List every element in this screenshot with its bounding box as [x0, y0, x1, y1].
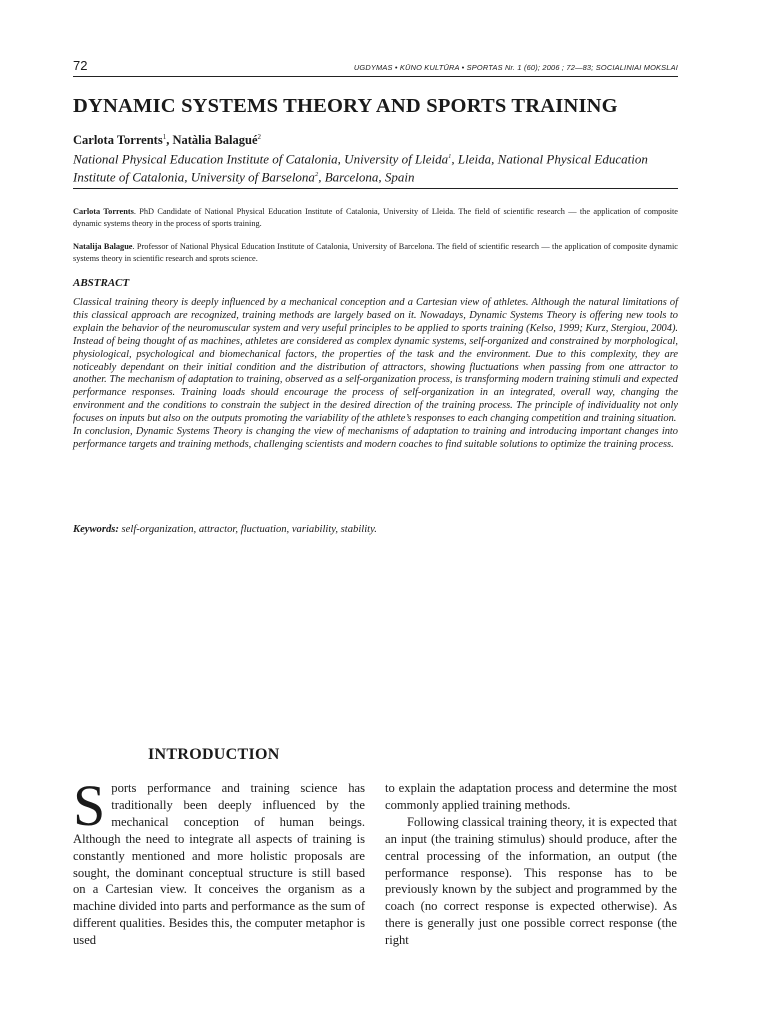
- abstract-body: [73, 297, 678, 452]
- bio-1-name: Carlota Torrents: [73, 207, 134, 216]
- page-number: 72: [73, 58, 88, 73]
- keywords-list: self-organization, attractor, fluctuation, variability, stability.: [118, 524, 377, 535]
- intro-paragraph-1-text: ports performance and training science has traditionally been deeply influenced by the mechanical conception of human beings. Although the need to integrate all aspects of training is constantly mentioned and more holistic proposals are sought, the dominant conceptual structure is still based on a Cartesian view. It conceives the organism as a machine divided into parts and performance as the sum of different qualities. Besides this, the computer metaphor is used: [73, 781, 366, 948]
- keywords-label: Keywords:: [73, 524, 119, 535]
- affiliation-part-3: , Barcelona, Spain: [318, 169, 415, 185]
- affiliation-part-2: , Lleida, National Physical Education Institute of Catalonia, University of Barselona: [73, 151, 648, 185]
- author-2: Natàlia Balagué: [172, 133, 258, 148]
- intro-paragraph-1: [73, 773, 366, 949]
- abstract-heading: ABSTRACT: [73, 277, 130, 289]
- affiliation-mark-2: 2: [314, 170, 319, 178]
- author-separator: ,: [166, 133, 173, 148]
- body-column-right: [385, 780, 677, 949]
- body-column-left: [73, 773, 366, 949]
- bio-1-text: . PhD Candidate of National Physical Education Institute of Catalonia, University of Lleida. The field of scientific research — the application of composite dynamic systems theory in the process of sports training.: [73, 207, 678, 229]
- affiliations: [73, 149, 678, 189]
- author-line: [73, 133, 261, 148]
- intro-paragraph-1-continued: to explain the adaptation process and determine the most commonly applied training methods.: [385, 781, 677, 812]
- affiliation-mark-1: 1: [448, 153, 452, 160]
- journal-citation: UGDYMAS • KŪNO KULTŪRA • SPORTAS Nr. 1 (60); 2006 ; 72—83; SOCIALINIAI MOKSLAI: [353, 63, 678, 72]
- keywords: [73, 524, 678, 535]
- bio-2-text: . Professor of National Physical Education Institute of Catalonia, University of Barcelona. The field of scientific research — the application of composite dynamic systems theory in scientific research and sprots science.: [73, 242, 678, 264]
- abstract-paragraph-1: Classical training theory is deeply influenced by a mechanical conception and a Cartesian view of athletes. Although the natural limitations of this classical approach are recognized, training methods are largely based on it. Nowadays, Dynamic Systems Theory is offering new tools to explain the behavior of the neuromuscular system and very useful principles to be applied to sports training (Kelso, 1999; Kurz, Stergiou, 2004). Instead of being thought of as machines, athletes are considered as complex dynamic systems, self-organized and constrained by morphological, physiological, psychological and biomechanical factors, the properties of the task and the environment. Due to this complexity, they are noticeably dependant on their initial condition and the distribution of attractors, showing fluctuations when passing from one attractor to another. The mechanism of adaptation to training, observed as a self-organization process, is transforming modern training stimuli and expected performance responses. Training loads should encourage the process of self-organization in an integrated, overall way, changing the environment and the conditions to constrain the subject in the desired direction of the training process. The principle of individuality not only focuses on inputs but also on the outputs promoting the variability of the athlete’s responses to each changing competition and training situation.: [73, 297, 678, 425]
- author-bio-1: [73, 206, 678, 231]
- affiliation-part-1: National Physical Education Institute of Catalonia, University of Lleida: [73, 151, 449, 167]
- bio-2-name: Natalija Balague: [73, 242, 133, 251]
- drop-cap: S: [73, 773, 106, 838]
- author-2-affil-mark: 2: [257, 133, 262, 141]
- intro-paragraph-2: Following classical training theory, it is expected that an input (the training stimulus) should produce, after the central processing of the information, an output (the performance response). This response has to be previously known by the subject and programmed by the coach (no correct response is expected otherwise). As there is generally just one possible correct response (the right: [385, 814, 677, 948]
- author-1: Carlota Torrents: [73, 133, 163, 148]
- abstract-paragraph-2: In conclusion, Dynamic Systems Theory is changing the view of mechanisms of adaptation to training and introducing important changes into performance targets and training methods, challenging scientists and modern coaches to find suitable solutions to optimize the training process.: [73, 426, 678, 450]
- author-1-affil-mark: 1: [162, 133, 167, 141]
- author-bio-2: [73, 241, 678, 266]
- paper-title: DYNAMIC SYSTEMS THEORY AND SPORTS TRAINING: [73, 95, 618, 117]
- section-heading-introduction: INTRODUCTION: [148, 746, 280, 763]
- running-header: [73, 58, 678, 77]
